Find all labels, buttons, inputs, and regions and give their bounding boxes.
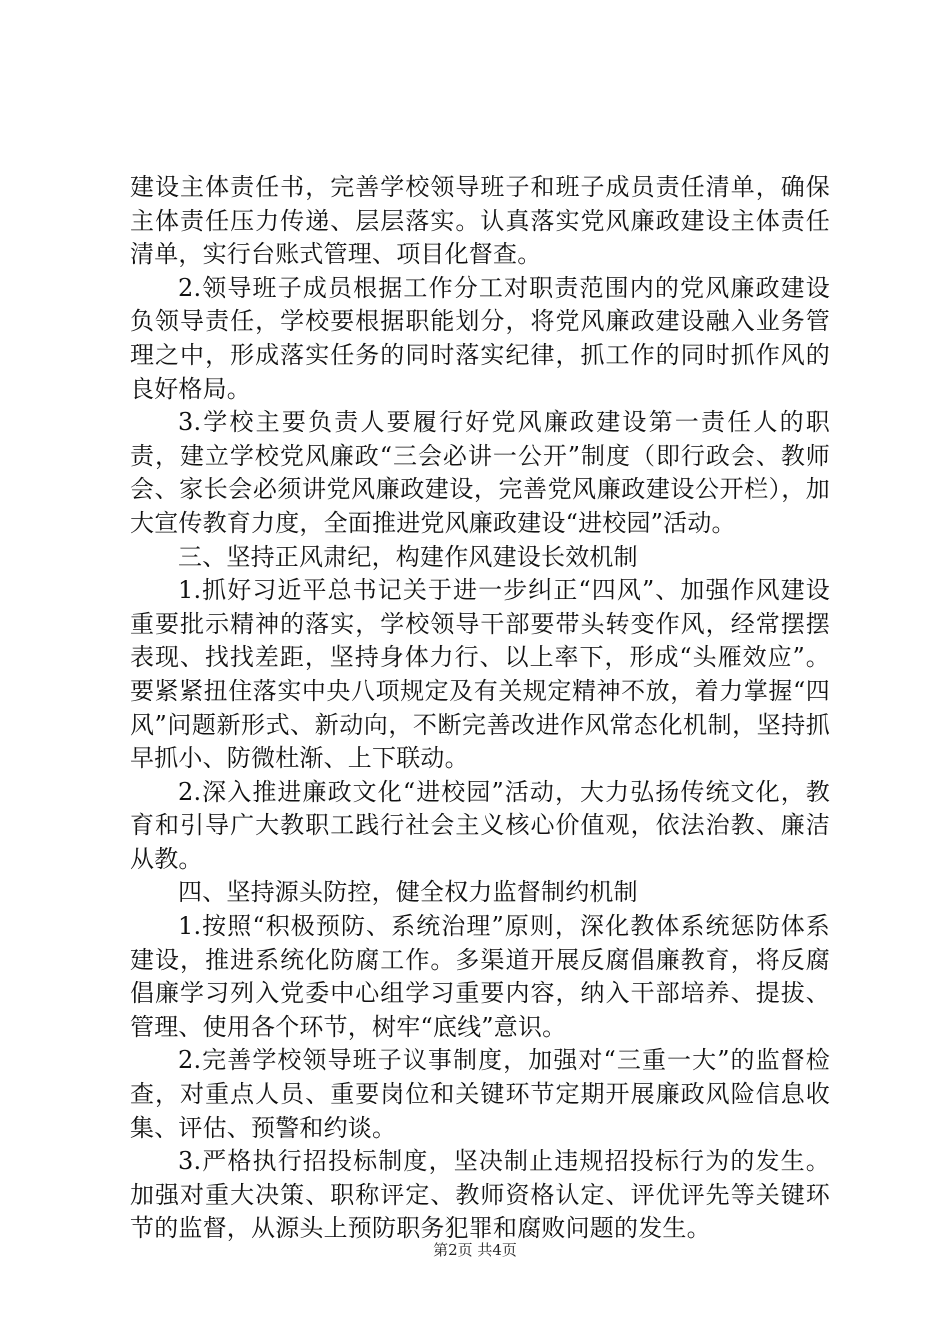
document-body (130, 171, 830, 1246)
paragraph-section3-item-2: 2.深入推进廉政文化“进校园”活动，大力弘扬传统文化，教育和引导广大教职工践行社会主义核心价值观，依法治教、廉洁从教。 (130, 777, 830, 873)
paragraph-section3-item-1: 1.抓好习近平总书记关于进一步纠正“四风”、加强作风建设重要批示精神的落实，学校领导干部要带头转变作风，经常摆摆表现、找找差距，坚持身体力行、以上率下，形成“头雁效应”。要紧紧扭住落实中央八项规定及有关规定精神不放，着力掌握“四风”问题新形式、新动向，不断完善改进作风常态化机制，坚持抓早抓小、防微杜渐、上下联动。 (130, 576, 830, 773)
section-heading-three: 三、坚持正风肃纪，构建作风建设长效机制 (178, 542, 638, 571)
paragraph-section4-item-3: 3.严格执行招投标制度，坚决制止违规招投标行为的发生。加强对重大决策、职称评定、教师资格认定、评优评先等关键环节的监督，从源头上预防职务犯罪和腐败问题的发生。 (130, 1147, 830, 1243)
paragraph-item-3-principal: 3.学校主要负责人要履行好党风廉政建设第一责任人的职责，建立学校党风廉政“三会必讲一公开”制度（即行政会、教师会、家长会必须讲党风廉政建设，完善党风廉政建设公开栏），加大宣传教育力度，全面推进党风廉政建设“进校园”活动。 (130, 408, 830, 537)
section-heading-four: 四、坚持源头防控，健全权力监督制约机制 (178, 878, 638, 907)
paragraph-item-2-leadership: 2.领导班子成员根据工作分工对职责范围内的党风廉政建设负领导责任，学校要根据职能划分，将党风廉政建设融入业务管理之中，形成落实任务的同时落实纪律，抓工作的同时抓作风的良好格局。 (130, 273, 830, 403)
page-number-footer: 第2页 共4页 (433, 1241, 517, 1259)
paragraph-section4-item-2: 2.完善学校领导班子议事制度，加强对“三重一大”的监督检查，对重点人员、重要岗位和关键环节定期开展廉政风险信息收集、评估、预警和约谈。 (130, 1046, 830, 1142)
paragraph-continuation: 建设主体责任书，完善学校领导班子和班子成员责任清单，确保主体责任压力传递、层层落实。认真落实党风廉政建设主体责任清单，实行台账式管理、项目化督查。 (130, 173, 830, 269)
paragraph-section4-item-1: 1.按照“积极预防、系统治理”原则，深化教体系统惩防体系建设，推进系统化防腐工作。多渠道开展反腐倡廉教育，将反腐倡廉学习列入党委中心组学习重要内容，纳入干部培养、提拔、管理、使用各个环节，树牢“底线”意识。 (130, 912, 830, 1041)
